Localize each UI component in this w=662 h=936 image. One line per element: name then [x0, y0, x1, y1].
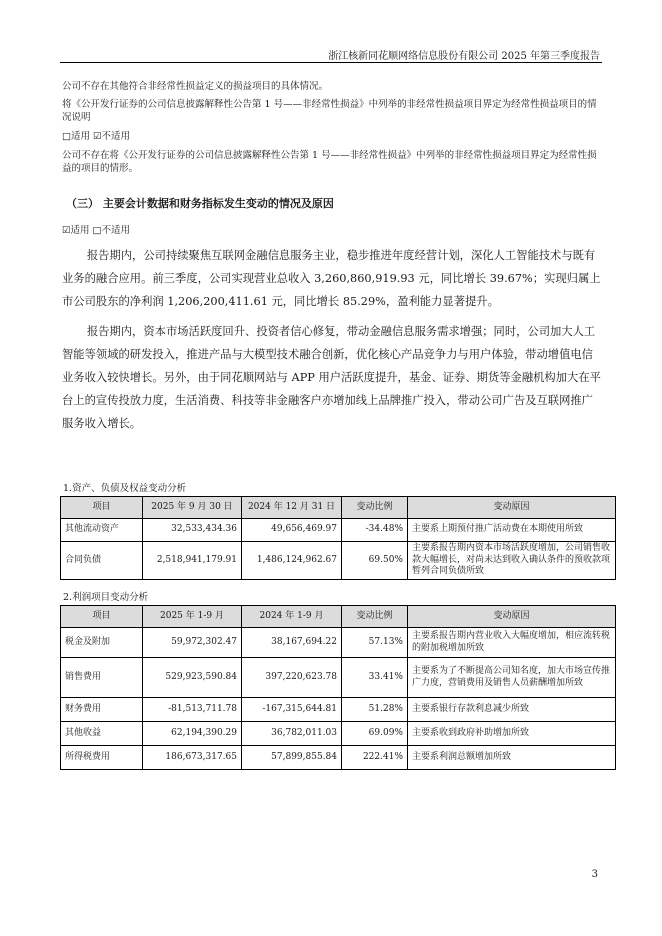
- table-row: [61, 542, 616, 580]
- table-row: [61, 698, 616, 722]
- table-header-row: [61, 497, 616, 519]
- value-cell: 529,923,590.84: [143, 658, 242, 698]
- ratio-cell: 33.41%: [342, 658, 408, 698]
- header-cell: 项目: [61, 606, 143, 628]
- ratio-cell: 51.28%: [342, 698, 408, 722]
- reason-cell: 主要系上期预付推广活动费在本期使用所致: [408, 519, 616, 542]
- paragraph-revenue: 报告期内，公司持续聚焦互联网金融信息服务主业，稳步推进年度经营计划，深化人工智能技术与既有业务的融合应用。前三季度，公司实现营业总收入 3,260,860,919.93 元，同比增长 39.67%；实现归属上市公司股东的净利润 1,206,200,411.61 元，同比增长 85.29%，盈利能力显著提升。: [62, 249, 601, 308]
- ratio-cell: 57.13%: [342, 628, 408, 658]
- profit-change-table: [60, 605, 616, 770]
- header-cell: 变动原因: [408, 606, 616, 628]
- ratio-cell: 69.50%: [342, 542, 408, 580]
- value-cell: 57,899,855.84: [242, 746, 342, 770]
- value-cell: -167,315,644.81: [242, 698, 342, 722]
- header-cell: 2024 年 1-9 月: [242, 606, 342, 628]
- table-row: [61, 722, 616, 746]
- item-cell: 所得税费用: [61, 746, 143, 770]
- header-cell: 变动比例: [342, 497, 408, 519]
- intro-checkbox: □适用 ☑不适用: [62, 131, 131, 142]
- value-cell: 32,533,434.36: [143, 519, 242, 542]
- header-cell: 项目: [61, 497, 143, 519]
- reason-cell: 主要系为了不断提高公司知名度，加大市场宣传推广力度，营销费用及销售人员薪酬增加所致: [408, 658, 616, 698]
- table1-caption: 1.资产、负债及权益变动分析: [63, 483, 187, 494]
- table-header-row: [61, 606, 616, 628]
- section-checkbox: ☑适用 □不适用: [62, 225, 131, 236]
- ratio-cell: -34.48%: [342, 519, 408, 542]
- balance-change-table: [60, 496, 616, 580]
- ratio-cell: 69.09%: [342, 722, 408, 746]
- header-cell: 变动比例: [342, 606, 408, 628]
- header-cell: 2024 年 12 月 31 日: [242, 497, 342, 519]
- value-cell: 38,167,694.22: [242, 628, 342, 658]
- header-cell: 2025 年 1-9 月: [143, 606, 242, 628]
- value-cell: 59,972,302.47: [143, 628, 242, 658]
- table-row: [61, 519, 616, 542]
- item-cell: 其他收益: [61, 722, 143, 746]
- reason-cell: 主要系利润总额增加所致: [408, 746, 616, 770]
- value-cell: 397,220,623.78: [242, 658, 342, 698]
- value-cell: 1,486,124,962.67: [242, 542, 342, 580]
- item-cell: 税金及附加: [61, 628, 143, 658]
- table-row: [61, 628, 616, 658]
- reason-cell: 主要系收到政府补助增加所致: [408, 722, 616, 746]
- value-cell: 49,656,469.97: [242, 519, 342, 542]
- ratio-cell: 222.41%: [342, 746, 408, 770]
- value-cell: 186,673,317.65: [143, 746, 242, 770]
- intro-line-1: 公司不存在其他符合非经常性损益定义的损益项目的具体情况。: [62, 81, 329, 92]
- value-cell: 62,194,390.29: [143, 722, 242, 746]
- item-cell: 其他流动资产: [61, 519, 143, 542]
- reason-cell: 主要系报告期内营业收入大幅度增加，相应流转税的附加税增加所致: [408, 628, 616, 658]
- header-cell: 2025 年 9 月 30 日: [143, 497, 242, 519]
- intro-line-3: 公司不存在将《公开发行证券的公司信息披露解释性公告第 1 号——非经常性损益》中列举的非经常性损益项目界定为经常性损益的项目的情形。: [62, 150, 597, 174]
- header-cell: 变动原因: [408, 497, 616, 519]
- value-cell: -81,513,711.78: [143, 698, 242, 722]
- item-cell: 合同负债: [61, 542, 143, 580]
- table-row: [61, 658, 616, 698]
- header-divider: [60, 62, 602, 63]
- value-cell: 36,782,011.03: [242, 722, 342, 746]
- table-row: [61, 746, 616, 770]
- table2-caption: 2.利润项目变动分析: [63, 592, 149, 603]
- page-number: 3: [591, 869, 598, 880]
- item-cell: 销售费用: [61, 658, 143, 698]
- item-cell: 财务费用: [61, 698, 143, 722]
- page-header: 浙江核新同花顺网络信息股份有限公司 2025 年第三季度报告: [328, 51, 600, 62]
- value-cell: 2,518,941,179.91: [143, 542, 242, 580]
- reason-cell: 主要系报告期内资本市场活跃度增加，公司销售收款大幅增长，对尚未达到收入确认条件的预收款项暂列合同负债所致: [408, 542, 616, 580]
- intro-line-2: 将《公开发行证券的公司信息披露解释性公告第 1 号——非经常性损益》中列举的非经常性损益项目界定为经常性损益项目的情况说明: [62, 99, 597, 123]
- section-title: （三） 主要会计数据和财务指标发生变动的情况及原因: [66, 197, 334, 210]
- reason-cell: 主要系银行存款利息减少所致: [408, 698, 616, 722]
- paragraph-drivers: 报告期内，资本市场活跃度回升、投资者信心修复，带动金融信息服务需求增强；同时，公司加大人工智能等领域的研发投入，推进产品与大模型技术融合创新，优化核心产品竞争力与用户体验，带动增值电信业务收入较快增长。另外，由于同花顺网站与 APP 用户活跃度提升，基金、证券、期货等金融机构加大在平台上的宣传投放力度，生活消费、科技等非金融客户亦增加线上品牌推广投入，带动公司广告及互联网推广服务收入增长。: [62, 325, 601, 430]
